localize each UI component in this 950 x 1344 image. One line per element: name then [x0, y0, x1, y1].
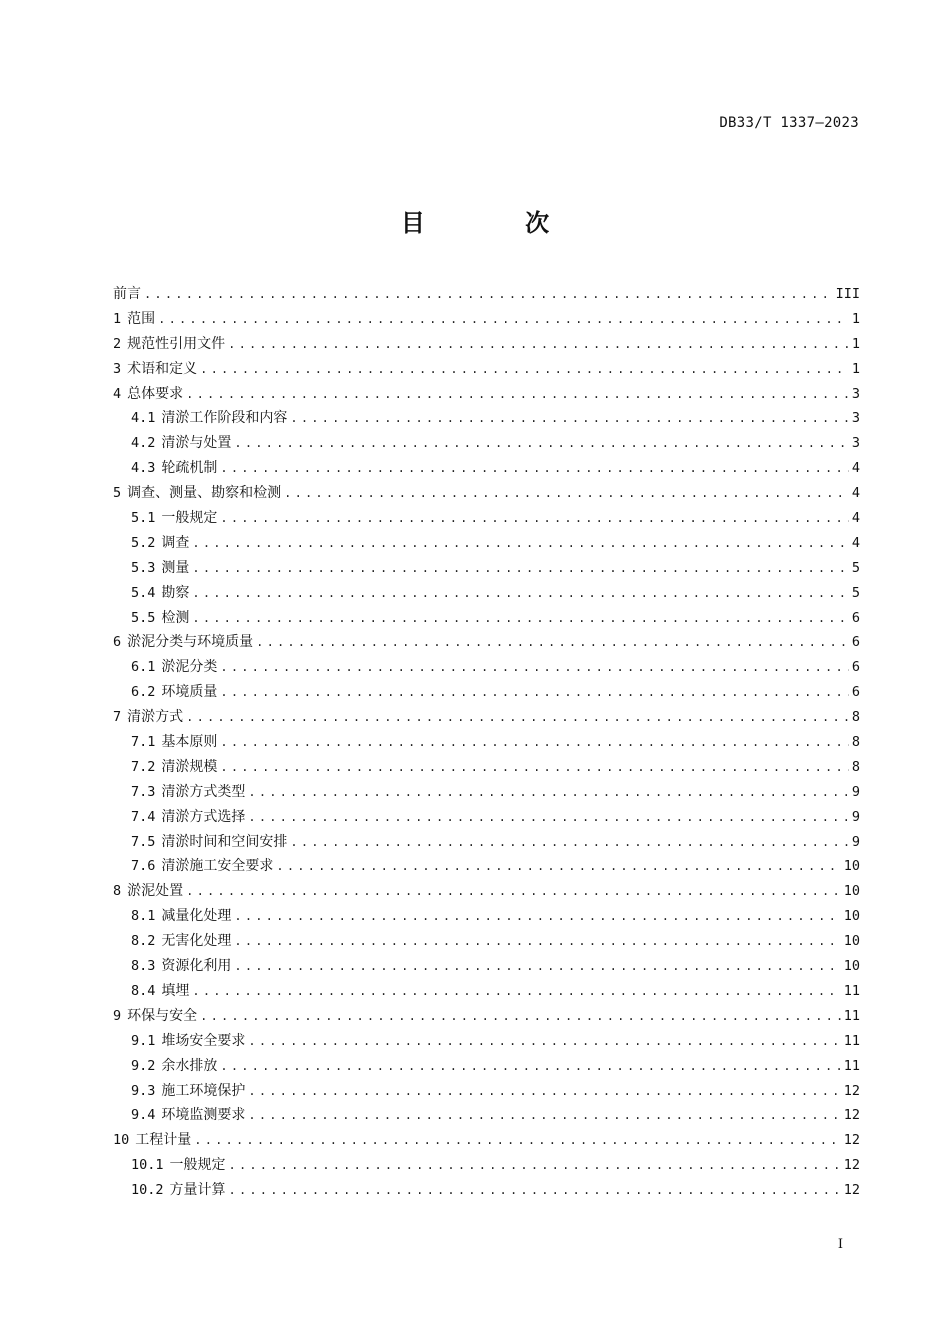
toc-entry-label	[131, 979, 189, 1004]
toc-entry-text: 环保与安全	[127, 1007, 198, 1024]
toc-entry-number: 8.2	[131, 933, 156, 950]
toc-entry-page: 6	[851, 634, 860, 651]
toc-entry-number: 9.1	[131, 1032, 156, 1049]
toc-leader-dots	[290, 406, 848, 431]
toc-entry-number: 6	[113, 634, 122, 651]
toc-entry-text: 淤泥处置	[127, 883, 184, 900]
toc-leader-dots	[194, 1128, 840, 1153]
toc-entry-page: 5	[851, 584, 860, 601]
toc-leader-dots	[229, 1153, 841, 1178]
toc-entry[interactable]	[113, 705, 860, 730]
toc-entry-page: 10	[843, 908, 860, 925]
toc-entry[interactable]	[113, 307, 860, 332]
toc-entry-label	[131, 805, 245, 830]
toc-entry-number: 7	[113, 709, 122, 726]
toc-entry[interactable]	[113, 1178, 860, 1203]
toc-entry-page: 11	[843, 1057, 860, 1074]
toc-entry[interactable]	[113, 581, 860, 606]
toc-entry-text: 清淤时间和空间安排	[161, 833, 288, 850]
toc-leader-dots	[290, 830, 848, 855]
toc-entry-label	[113, 705, 183, 730]
toc-entry-number: 9	[113, 1007, 122, 1024]
toc-leader-dots	[234, 929, 840, 954]
toc-entry-number: 7.5	[131, 833, 156, 850]
toc-entry[interactable]	[113, 406, 860, 431]
toc-leader-dots	[200, 1004, 841, 1029]
toc-leader-dots	[220, 680, 848, 705]
toc-entry-label	[131, 954, 231, 979]
toc-entry-page: 9	[851, 783, 860, 800]
toc-leader-dots	[248, 1029, 840, 1054]
toc-entry-page: 4	[851, 534, 860, 551]
toc-entry-label	[131, 431, 231, 456]
toc-leader-dots	[228, 332, 849, 357]
toc-entry-text: 一般规定	[169, 1157, 226, 1174]
toc-entry-page: 3	[851, 435, 860, 452]
toc-entry-label	[131, 780, 245, 805]
toc-entry-label	[131, 680, 217, 705]
toc-entry-page: 1	[851, 335, 860, 352]
toc-entry-label	[131, 506, 217, 531]
toc-entry-text: 勘察	[161, 584, 190, 601]
toc-entry-text: 环境监测要求	[161, 1107, 246, 1124]
toc-entry-number: 5.5	[131, 609, 156, 626]
toc-entry-label	[113, 630, 253, 655]
toc-entry-number: 7.6	[131, 858, 156, 875]
toc-entry-page: III	[835, 286, 860, 302]
toc-entry-page: 8	[851, 709, 860, 726]
toc-entry[interactable]	[113, 1004, 860, 1029]
page-number: I	[837, 1237, 843, 1252]
toc-entry[interactable]	[113, 357, 860, 382]
toc-leader-dots	[186, 705, 849, 730]
toc-leader-dots	[186, 879, 841, 904]
toc-leader-dots	[158, 307, 849, 332]
toc-leader-dots	[220, 730, 848, 755]
toc-leader-dots	[284, 481, 849, 506]
toc-leader-dots	[192, 606, 848, 631]
toc-leader-dots	[220, 755, 848, 780]
toc-entry-page: 10	[843, 883, 860, 900]
toc-entry-text: 填埋	[161, 982, 190, 999]
toc-entry-label	[131, 755, 217, 780]
toc-entry-text: 轮疏机制	[161, 460, 218, 477]
toc-entry-label	[131, 830, 287, 855]
toc-entry-number: 5.1	[131, 510, 156, 527]
toc-entry-label	[113, 879, 183, 904]
toc-entry-page: 9	[851, 833, 860, 850]
toc-entry-number: 7.3	[131, 783, 156, 800]
toc-leader-dots	[234, 954, 840, 979]
toc-entry-text: 淤泥分类	[161, 659, 218, 676]
toc-entry-number: 8.4	[131, 982, 156, 999]
toc-entry-page: 4	[851, 485, 860, 502]
toc-entry-number: 8	[113, 883, 122, 900]
toc-entry[interactable]	[113, 531, 860, 556]
toc-entry-label	[113, 1128, 191, 1153]
toc-leader-dots	[248, 805, 848, 830]
toc-entry-text: 前言	[113, 286, 141, 302]
toc-entry-page: 12	[843, 1132, 860, 1149]
toc-entry-text: 总体要求	[127, 385, 184, 402]
toc-entry-label	[131, 406, 287, 431]
toc-entry[interactable]	[113, 879, 860, 904]
toc-entry-number: 7.1	[131, 734, 156, 751]
toc-entry-text: 基本原则	[161, 734, 218, 751]
page-title: 目 次	[400, 209, 596, 237]
toc-entry-number: 5.4	[131, 584, 156, 601]
toc-entry[interactable]	[113, 755, 860, 780]
toc-entry-label	[131, 730, 217, 755]
toc-entry-number: 4.1	[131, 410, 156, 427]
toc-entry-label	[131, 1054, 217, 1079]
toc-entry[interactable]	[113, 929, 860, 954]
toc-entry-number: 4.3	[131, 460, 156, 477]
toc-entry-text: 淤泥分类与环境质量	[127, 634, 254, 651]
toc-entry-label	[131, 1103, 245, 1128]
toc-leader-dots	[229, 1178, 841, 1203]
toc-entry-number: 6.1	[131, 659, 156, 676]
toc-entry-text: 无害化处理	[161, 933, 232, 950]
toc-entry[interactable]	[113, 630, 860, 655]
toc-entry-number: 10	[113, 1132, 130, 1149]
toc-entry-page: 12	[843, 1157, 860, 1174]
toc-entry-number: 7.4	[131, 808, 156, 825]
toc-entry-page: 12	[843, 1107, 860, 1124]
toc-entry-number: 6.2	[131, 684, 156, 701]
toc-entry-page: 12	[843, 1182, 860, 1199]
toc-entry-text: 资源化利用	[161, 958, 232, 975]
toc-entry-text: 清淤与处置	[161, 435, 232, 452]
toc-leader-dots	[220, 1054, 840, 1079]
table-of-contents	[113, 282, 860, 1203]
toc-leader-dots	[248, 1079, 840, 1104]
toc-entry-number: 9.4	[131, 1107, 156, 1124]
toc-entry-label	[131, 456, 217, 481]
toc-entry-page: 10	[843, 858, 860, 875]
toc-entry-page: 6	[851, 659, 860, 676]
toc-entry-label	[113, 307, 155, 332]
toc-entry-number: 7.2	[131, 758, 156, 775]
toc-entry-text: 调查	[161, 534, 190, 551]
toc-entry-page: 8	[851, 734, 860, 751]
toc-entry-text: 清淤方式类型	[161, 783, 246, 800]
toc-entry-page: 4	[851, 460, 860, 477]
toc-entry[interactable]	[113, 1054, 860, 1079]
toc-entry-text: 调查、测量、勘察和检测	[127, 485, 282, 502]
toc-entry-page: 9	[851, 808, 860, 825]
toc-entry[interactable]	[113, 282, 860, 307]
toc-entry-number: 4.2	[131, 435, 156, 452]
toc-entry-page: 6	[851, 609, 860, 626]
toc-entry[interactable]	[113, 431, 860, 456]
toc-entry-label	[131, 904, 231, 929]
toc-leader-dots	[234, 431, 848, 456]
toc-entry-page: 1	[851, 310, 860, 327]
toc-entry-number: 10.1	[131, 1157, 164, 1174]
toc-entry-page: 11	[843, 1032, 860, 1049]
toc-entry-number: 8.1	[131, 908, 156, 925]
toc-entry-label	[113, 481, 281, 506]
toc-entry-number: 4	[113, 385, 122, 402]
toc-leader-dots	[234, 904, 840, 929]
toc-entry-label	[131, 531, 189, 556]
toc-entry[interactable]	[113, 481, 860, 506]
toc-entry-label	[131, 854, 273, 879]
toc-entry-page: 8	[851, 758, 860, 775]
toc-entry-label	[113, 382, 183, 407]
toc-entry-label	[131, 606, 189, 631]
toc-leader-dots	[248, 780, 848, 805]
toc-entry-text: 堆场安全要求	[161, 1032, 246, 1049]
toc-entry-text: 清淤方式选择	[161, 808, 246, 825]
toc-entry-page: 6	[851, 684, 860, 701]
toc-entry-number: 5	[113, 485, 122, 502]
toc-entry-text: 一般规定	[161, 510, 218, 527]
toc-leader-dots	[192, 979, 840, 1004]
toc-leader-dots	[276, 854, 840, 879]
toc-entry-page: 1	[851, 360, 860, 377]
toc-entry-text: 清淤施工安全要求	[161, 858, 274, 875]
toc-entry-text: 方量计算	[169, 1182, 226, 1199]
toc-leader-dots	[192, 531, 848, 556]
toc-entry-number: 9.2	[131, 1057, 156, 1074]
toc-entry[interactable]	[113, 680, 860, 705]
toc-leader-dots	[192, 581, 848, 606]
toc-entry[interactable]	[113, 456, 860, 481]
toc-entry-number: 9.3	[131, 1082, 156, 1099]
toc-entry-label	[131, 929, 231, 954]
toc-entry-label	[131, 655, 217, 680]
toc-entry[interactable]	[113, 655, 860, 680]
toc-entry-label	[131, 1178, 226, 1203]
toc-entry-text: 术语和定义	[127, 360, 198, 377]
toc-entry-number: 5.3	[131, 559, 156, 576]
toc-entry[interactable]	[113, 556, 860, 581]
toc-entry-number: 5.2	[131, 534, 156, 551]
toc-leader-dots	[220, 655, 848, 680]
toc-entry-label	[131, 1029, 245, 1054]
toc-entry-text: 清淤方式	[127, 709, 184, 726]
toc-leader-dots	[220, 456, 848, 481]
toc-entry-text: 检测	[161, 609, 190, 626]
toc-entry-text: 规范性引用文件	[127, 335, 226, 352]
toc-entry[interactable]	[113, 854, 860, 879]
toc-entry-text: 施工环境保护	[161, 1082, 246, 1099]
toc-entry-number: 8.3	[131, 958, 156, 975]
toc-entry[interactable]	[113, 1103, 860, 1128]
toc-entry[interactable]	[113, 506, 860, 531]
toc-entry-label	[131, 556, 189, 581]
toc-entry[interactable]	[113, 954, 860, 979]
standard-code: DB33/T 1337—2023	[719, 115, 859, 131]
toc-entry-label	[113, 357, 197, 382]
toc-entry-text: 余水排放	[161, 1057, 218, 1074]
toc-entry[interactable]	[113, 979, 860, 1004]
toc-entry[interactable]	[113, 1153, 860, 1178]
toc-entry[interactable]	[113, 780, 860, 805]
toc-entry-text: 测量	[161, 559, 190, 576]
toc-leader-dots	[256, 630, 849, 655]
toc-entry[interactable]	[113, 830, 860, 855]
toc-entry-page: 11	[843, 1007, 860, 1024]
toc-leader-dots	[220, 506, 848, 531]
toc-entry-number: 1	[113, 310, 122, 327]
toc-entry-label	[113, 332, 225, 357]
toc-entry-text: 清淤规模	[161, 758, 218, 775]
toc-entry-label	[131, 581, 189, 606]
toc-entry-label	[131, 1079, 245, 1104]
toc-entry-page: 10	[843, 958, 860, 975]
toc-entry-text: 环境质量	[161, 684, 218, 701]
toc-leader-dots	[186, 382, 849, 407]
toc-leader-dots	[200, 357, 849, 382]
toc-entry-label	[113, 1004, 197, 1029]
toc-entry[interactable]	[113, 332, 860, 357]
toc-entry-text: 减量化处理	[161, 908, 232, 925]
toc-entry-number: 2	[113, 335, 122, 352]
toc-entry-page: 3	[851, 410, 860, 427]
toc-leader-dots	[192, 556, 848, 581]
toc-entry-page: 3	[851, 385, 860, 402]
toc-entry[interactable]	[113, 1079, 860, 1104]
toc-entry-page: 4	[851, 510, 860, 527]
toc-entry[interactable]	[113, 730, 860, 755]
toc-entry[interactable]	[113, 904, 860, 929]
toc-entry[interactable]	[113, 1128, 860, 1153]
toc-leader-dots	[248, 1103, 840, 1128]
toc-entry-page: 5	[851, 559, 860, 576]
toc-entry-number: 3	[113, 360, 122, 377]
toc-entry[interactable]	[113, 606, 860, 631]
toc-entry-label	[113, 282, 141, 307]
toc-entry-page: 10	[843, 933, 860, 950]
toc-entry-label	[131, 1153, 226, 1178]
toc-entry-page: 12	[843, 1082, 860, 1099]
toc-entry-text: 工程计量	[135, 1132, 192, 1149]
toc-entry-page: 11	[843, 982, 860, 999]
toc-entry[interactable]	[113, 1029, 860, 1054]
toc-leader-dots	[144, 282, 833, 307]
toc-entry[interactable]	[113, 805, 860, 830]
toc-entry-text: 范围	[127, 310, 156, 327]
toc-entry-text: 清淤工作阶段和内容	[161, 410, 288, 427]
toc-entry[interactable]	[113, 382, 860, 407]
toc-entry-number: 10.2	[131, 1182, 164, 1199]
